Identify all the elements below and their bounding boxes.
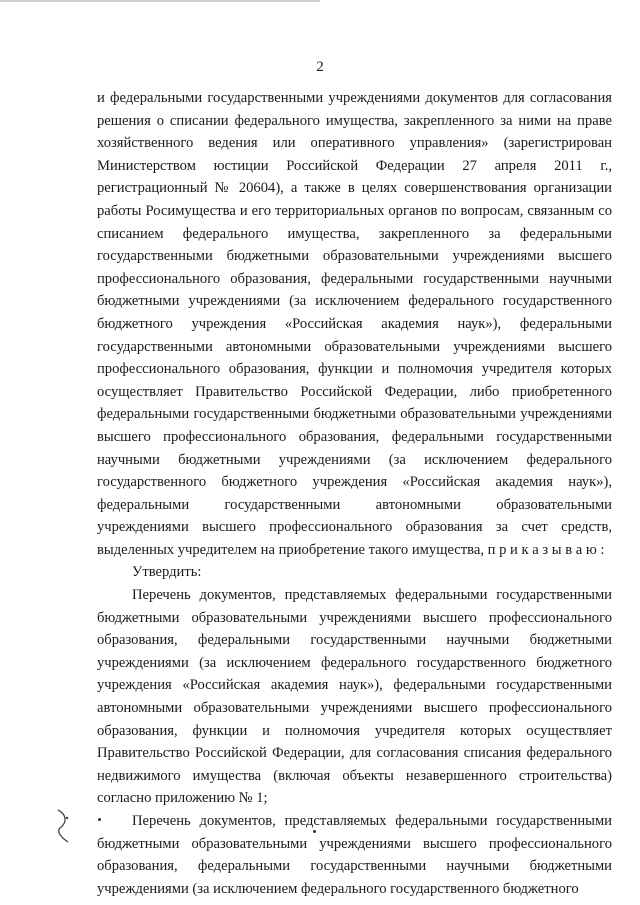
paragraph-list-item-1: Перечень документов, представляемых федеральными государственными бюджетными образовательными учреждениями высшего профессионального образования, федеральными государственными научными бюджетными учреждениями (за исключением федерального государственного бюджетного учреждения «Российская академия наук»), федеральными государственными автономными образовательными учреждениями высшего профессионального образования, функции и полномочия учредителя которых осуществляет Правительство Российской Федерации, для согласования списания федерального недвижимого имущества (включая объекты незавершенного строительства) согласно приложению № 1; [97,587,612,807]
paragraph-list-item-2: Перечень документов, представляемых федеральными государственными бюджетными образовательными учреждениями высшего профессионального образования, федеральными государственными научными бюджетными учреждениями (за исключением федерального государственного бюджетного [97,813,612,897]
ink-dot [98,818,101,821]
page-number: 2 [316,59,324,75]
handwritten-margin-mark [52,806,74,846]
scan-edge-line [0,0,640,2]
document-body [97,87,612,900]
ink-dot [313,830,316,833]
paragraph-approve: Утвердить: [132,564,202,581]
paragraph-preamble: и федеральными государственными учреждениями документов для согласования решения о списании федерального имущества, закрепленного за ними на праве хозяйственного ведения или оперативного управления» (зарегистрирован Министерством юстиции Российской Федерации 27 апреля 2011 г., регистрационный № 20604), а также в целях совершенствования организации работы Росимущества и его территориальных органов по вопросам, связанным со списанием федерального имущества, закрепленного за федеральными государственными бюджетными образовательными учреждениями высшего профессионального образования, федеральными государственными научными бюджетными учреждениями (за исключением федерального государственного бюджетного учреждения «Российская академия наук»), федеральными государственными автономными образовательными учреждениями высшего профессионального образования, функции и полномочия учредителя которых осуществляет Правительство Российской Федерации, либо приобретенного федеральными государственными бюджетными образовательными учреждениями высшего профессионального образования, федеральными государственными научными бюджетными учреждениями (за исключением федерального государственного бюджетного учреждения «Российская академия наук»), федеральными государственными автономными образовательными учреждениями высшего профессионального образования за счет средств, выделенных учредителем на приобретение такого имущества, п р и к а з ы в а ю : [97,90,612,558]
